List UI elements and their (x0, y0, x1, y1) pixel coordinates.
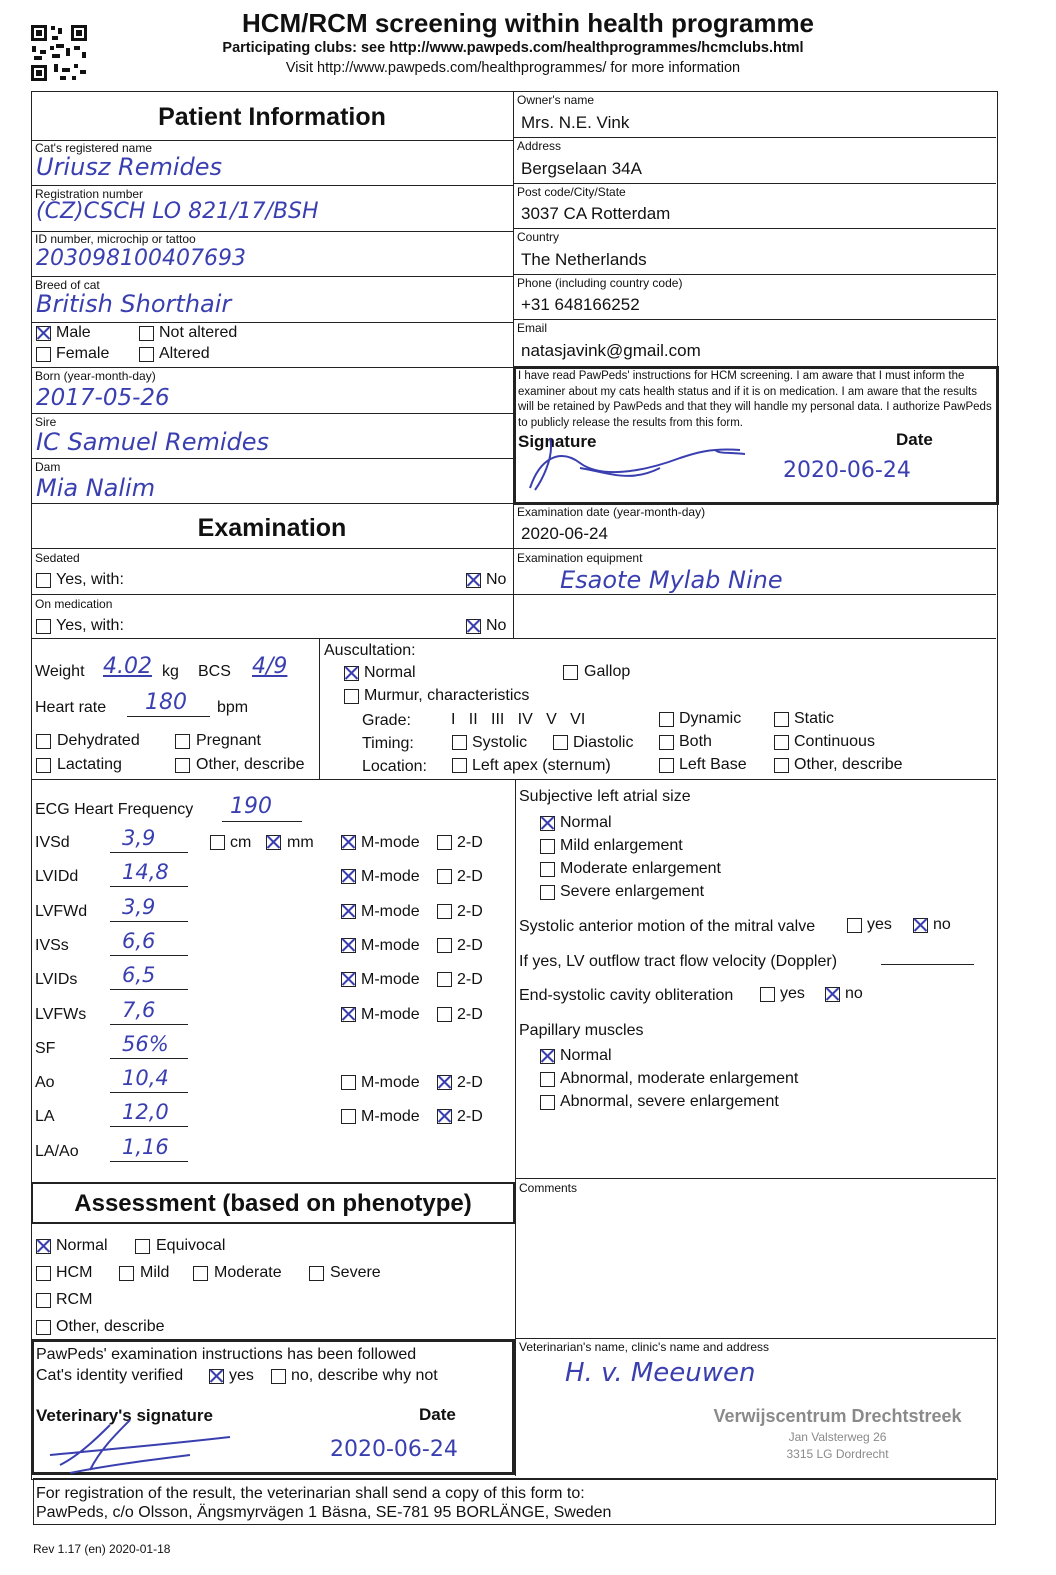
continuous-checkbox[interactable] (774, 735, 789, 750)
twod-label-0: 2-D (457, 834, 483, 851)
cm-checkbox[interactable] (210, 835, 225, 850)
mmode-label-5: M-mode (361, 1006, 420, 1023)
hcm-severe-checkbox[interactable] (309, 1266, 324, 1281)
pregnant-label: Pregnant (196, 732, 261, 749)
mmode-label-0: M-mode (361, 834, 420, 851)
bcs-value: 4/9 (252, 654, 288, 679)
exam-date-value: 2020-06-24 (521, 524, 608, 543)
ecg-row-value-ao: 10,4 (122, 1066, 169, 1090)
country-label: Country (517, 230, 560, 244)
info-line: Visit http://www.pawpeds.com/healthprogrammes/ for more information (285, 60, 741, 76)
eso-no-label: no (845, 985, 863, 1002)
murmur-checkbox[interactable] (344, 689, 359, 704)
ecg-row-value-la: 12,0 (122, 1100, 169, 1124)
sam-yes-label: yes (867, 916, 892, 933)
vet-signature-label: Veterinary's signature (36, 1406, 213, 1425)
ecg-hf-label: ECG Heart Frequency (35, 801, 194, 818)
sam-no-label: no (933, 916, 951, 933)
phone-value: +31 648166252 (521, 295, 640, 314)
pap-normal-label: Normal (560, 1047, 612, 1064)
sire-value: IC Samuel Remides (36, 428, 270, 456)
ecg-row-label-ivsd: IVSd (35, 834, 70, 851)
ecg-row-label-lvfwd: LVFWd (35, 903, 88, 920)
hcm-checkbox[interactable] (36, 1266, 51, 1281)
twod-checkbox-4[interactable] (437, 972, 452, 987)
location-other-checkbox[interactable] (774, 758, 789, 773)
sedated-yes-checkbox[interactable] (36, 573, 51, 588)
mmode-checkbox-7[interactable] (341, 1075, 356, 1090)
medication-yes-label: Yes, with: (56, 617, 124, 634)
mmode-checkbox-3[interactable] (341, 938, 356, 953)
ecg-hf-value: 190 (230, 794, 272, 819)
patient-info-heading: Patient Information (158, 103, 386, 131)
vet-date-label: Date (419, 1405, 456, 1424)
mmode-checkbox-5[interactable] (341, 1007, 356, 1022)
both-label: Both (679, 733, 712, 750)
weight-value: 4.02 (103, 654, 152, 679)
systolic-checkbox[interactable] (452, 735, 467, 750)
not-altered-label: Not altered (159, 324, 238, 341)
sedated-label: Sedated (35, 551, 80, 565)
twod-label-5: 2-D (457, 1006, 483, 1023)
born-label: Born (year-month-day) (35, 369, 156, 383)
vitals-other-checkbox[interactable] (175, 758, 190, 773)
papillary-label: Papillary muscles (519, 1022, 644, 1039)
ecg-row-value-lvfwd: 3,9 (122, 895, 156, 919)
sam-yes-checkbox[interactable] (847, 918, 862, 933)
equipment-label: Examination equipment (517, 551, 643, 565)
lvot-label: If yes, LV outflow tract flow velocity (Doppler) (519, 953, 838, 970)
assess-other-checkbox[interactable] (36, 1320, 51, 1335)
left-apex-checkbox[interactable] (452, 758, 467, 773)
mmode-checkbox-4[interactable] (341, 972, 356, 987)
atrial-moderate-checkbox[interactable] (540, 862, 555, 877)
ecg-row-label-ao: Ao (35, 1074, 55, 1091)
heart-rate-value: 180 (145, 690, 187, 715)
systolic-label: Systolic (472, 734, 528, 751)
eso-yes-checkbox[interactable] (760, 987, 775, 1002)
dam-value: Mia Nalim (36, 474, 156, 502)
dynamic-checkbox[interactable] (659, 712, 674, 727)
born-value: 2017-05-26 (36, 385, 170, 411)
gallop-checkbox[interactable] (563, 665, 578, 680)
pap-normal-checkbox[interactable] (540, 1049, 555, 1064)
left-base-checkbox[interactable] (659, 758, 674, 773)
ecg-row-value-lvidd: 14,8 (122, 860, 169, 884)
male-label: Male (56, 324, 91, 341)
atrial-mild-label: Mild enlargement (560, 837, 683, 854)
bcs-label: BCS (198, 663, 231, 680)
reg-number-label: Registration number (35, 187, 144, 201)
twod-checkbox-0[interactable] (437, 835, 452, 850)
breed-value: British Shorthair (36, 290, 232, 318)
pap-severe-checkbox[interactable] (540, 1095, 555, 1110)
instructions-followed: PawPeds' examination instructions has been followed (36, 1346, 417, 1363)
static-label: Static (794, 710, 835, 727)
not-altered-checkbox[interactable] (139, 326, 154, 341)
twod-label-1: 2-D (457, 868, 483, 885)
twod-label-4: 2-D (457, 971, 483, 988)
medication-label: On medication (35, 597, 113, 611)
owner-name-value: Mrs. N.E. Vink (521, 113, 630, 132)
participating-clubs-line: Participating clubs: see http://www.pawpeds.com/healthprogrammes/hcmclubs.html (222, 40, 804, 56)
hcm-moderate-checkbox[interactable] (193, 1266, 208, 1281)
diastolic-label: Diastolic (573, 734, 634, 751)
mmode-label-8: M-mode (361, 1108, 420, 1125)
male-checkbox[interactable] (36, 326, 51, 341)
email-label: Email (517, 321, 548, 335)
twod-label-7: 2-D (457, 1074, 483, 1091)
identity-yes-checkbox[interactable] (209, 1369, 224, 1384)
hcm-mild-label: Mild (140, 1264, 170, 1281)
atrial-moderate-label: Moderate enlargement (560, 860, 721, 877)
equivocal-checkbox[interactable] (135, 1239, 150, 1254)
hcm-mild-checkbox[interactable] (119, 1266, 134, 1281)
timing-label: Timing: (362, 735, 414, 752)
female-label: Female (56, 345, 110, 362)
bpm-label: bpm (217, 699, 249, 716)
assess-normal-checkbox[interactable] (36, 1239, 51, 1254)
vet-date-value: 2020-06-24 (330, 1437, 458, 1462)
auscultation-label: Auscultation: (324, 642, 416, 659)
twod-checkbox-5[interactable] (437, 1007, 452, 1022)
mmode-checkbox-2[interactable] (341, 904, 356, 919)
owner-date-value: 2020-06-24 (783, 458, 911, 483)
rcm-checkbox[interactable] (36, 1293, 51, 1308)
country-value: The Netherlands (521, 250, 647, 269)
sire-label: Sire (35, 415, 57, 429)
ecg-row-value-lvids: 6,5 (122, 963, 156, 987)
eso-label: End-systolic cavity obliteration (519, 987, 734, 1004)
ecg-row-value-la-ao: 1,16 (122, 1135, 169, 1159)
comments-label: Comments (519, 1181, 578, 1195)
pap-severe-label: Abnormal, severe enlargement (560, 1093, 779, 1110)
identity-no-label: no, describe why not (291, 1367, 438, 1384)
revision-label: Rev 1.17 (en) 2020-01-18 (33, 1542, 171, 1556)
location-other-label: Other, describe (794, 756, 903, 773)
hcm-severe-label: Severe (330, 1264, 381, 1281)
postcode-value: 3037 CA Rotterdam (521, 204, 671, 223)
ecg-row-label-sf: SF (35, 1040, 56, 1057)
ecg-row-label-la: LA (35, 1108, 55, 1125)
owner-signature-drawing (520, 428, 760, 498)
clinic-stamp-name: Verwijscentrum Drechtstreek (713, 1406, 962, 1426)
footer-line1: For registration of the result, the veterinarian shall send a copy of this form to: (36, 1485, 585, 1502)
vet-signature-drawing (40, 1415, 240, 1475)
twod-checkbox-8[interactable] (437, 1109, 452, 1124)
vet-name-value: H. v. Meeuwen (565, 1358, 756, 1388)
eso-no-checkbox[interactable] (825, 987, 840, 1002)
id-value: 203098100407693 (36, 246, 246, 271)
equivocal-label: Equivocal (156, 1237, 226, 1254)
dehydrated-checkbox[interactable] (36, 734, 51, 749)
altered-checkbox[interactable] (139, 347, 154, 362)
postcode-label: Post code/City/State (517, 185, 626, 199)
kg-label: kg (162, 663, 179, 680)
ausc-normal-label: Normal (364, 664, 416, 681)
murmur-label: Murmur, characteristics (364, 687, 530, 704)
twod-label-8: 2-D (457, 1108, 483, 1125)
mmode-checkbox-0[interactable] (341, 835, 356, 850)
heart-rate-label: Heart rate (35, 699, 107, 716)
ecg-row-label-ivss: IVSs (35, 937, 69, 954)
reg-name-value: Uriusz Remides (36, 153, 223, 181)
clinic-stamp-street: Jan Valsterweg 26 (788, 1430, 887, 1444)
pap-moderate-checkbox[interactable] (540, 1072, 555, 1087)
sedated-no-label: No (486, 571, 507, 588)
sam-no-checkbox[interactable] (913, 918, 928, 933)
lactating-label: Lactating (57, 756, 122, 773)
diastolic-checkbox[interactable] (553, 735, 568, 750)
dehydrated-label: Dehydrated (57, 732, 140, 749)
twod-checkbox-7[interactable] (437, 1075, 452, 1090)
phone-label: Phone (including country code) (517, 276, 683, 290)
email-value: natasjavink@gmail.com (521, 341, 701, 360)
identity-yes-label: yes (229, 1367, 254, 1384)
pap-moderate-label: Abnormal, moderate enlargement (560, 1070, 799, 1087)
identity-label: Cat's identity verified (36, 1367, 184, 1384)
pregnant-checkbox[interactable] (175, 734, 190, 749)
id-label: ID number, microchip or tattoo (35, 232, 196, 246)
atrial-normal-checkbox[interactable] (540, 816, 555, 831)
both-checkbox[interactable] (659, 735, 674, 750)
reg-number-value: (CZ)CSCH LO 821/17/BSH (36, 199, 319, 224)
owner-date-label: Date (896, 430, 933, 449)
footer-address: PawPeds, c/o Olsson, Ängsmyrvägen 1 Bäsna, SE-781 95 BORLÄNGE, Sweden (36, 1504, 612, 1521)
atrial-mild-checkbox[interactable] (540, 839, 555, 854)
address-value: Bergselaan 34A (521, 159, 642, 178)
ausc-normal-checkbox[interactable] (344, 666, 359, 681)
weight-label: Weight (35, 663, 85, 680)
address-label: Address (517, 139, 562, 153)
hcm-moderate-label: Moderate (214, 1264, 282, 1281)
medication-no-checkbox[interactable] (466, 619, 481, 634)
dam-label: Dam (35, 460, 61, 474)
cm-label: cm (230, 834, 252, 851)
twod-checkbox-1[interactable] (437, 869, 452, 884)
atrial-severe-label: Severe enlargement (560, 883, 705, 900)
left-base-label: Left Base (679, 756, 747, 773)
owner-signature-label: Signature (518, 432, 597, 451)
mmode-checkbox-8[interactable] (341, 1109, 356, 1124)
female-checkbox[interactable] (36, 347, 51, 362)
vitals-other-label: Other, describe (196, 756, 305, 773)
sedated-yes-label: Yes, with: (56, 571, 124, 588)
ecg-row-label-la-ao: LA/Ao (35, 1143, 79, 1160)
ecg-row-value-sf: 56% (122, 1032, 169, 1056)
eso-yes-label: yes (780, 985, 805, 1002)
dynamic-label: Dynamic (679, 710, 742, 727)
mmode-checkbox-1[interactable] (341, 869, 356, 884)
twod-checkbox-2[interactable] (437, 904, 452, 919)
twod-label-2: 2-D (457, 903, 483, 920)
clinic-stamp-city: 3315 LG Dordrecht (786, 1447, 889, 1461)
atrial-severe-checkbox[interactable] (540, 885, 555, 900)
sedated-no-checkbox[interactable] (466, 573, 481, 588)
mmode-label-2: M-mode (361, 903, 420, 920)
left-apex-label: Left apex (sternum) (472, 757, 611, 774)
sam-label: Systolic anterior motion of the mitral valve (519, 918, 816, 935)
exam-date-label: Examination date (year-month-day) (517, 505, 706, 519)
atrial-size-label: Subjective left atrial size (519, 788, 691, 805)
ecg-row-value-ivss: 6,6 (122, 929, 156, 953)
static-checkbox[interactable] (774, 712, 789, 727)
mmode-label-4: M-mode (361, 971, 420, 988)
mm-checkbox[interactable] (266, 835, 281, 850)
ecg-row-label-lvidd: LVIDd (35, 868, 79, 885)
medication-no-label: No (486, 617, 507, 634)
ecg-row-label-lvfws: LVFWs (35, 1006, 87, 1023)
consent-text: I have read PawPeds' instructions for HCM screening. I am aware that I must inform the examiner about my cats health status and if it is on medication. I am aware that the results will be retained by PawPeds and that they will handle my personal data. I authorize PawPeds to publicly release the results from this form. (518, 370, 992, 429)
owner-name-label: Owner's name (517, 93, 594, 107)
equipment-value: Esaote Mylab Nine (560, 566, 783, 594)
mm-label: mm (287, 834, 314, 851)
medication-yes-checkbox[interactable] (36, 619, 51, 634)
assess-other-label: Other, describe (56, 1318, 165, 1335)
grade-label: Grade: (362, 712, 411, 729)
breed-label: Breed of cat (35, 278, 100, 292)
reg-name-label: Cat's registered name (35, 141, 153, 155)
assess-normal-label: Normal (56, 1237, 108, 1254)
location-label: Location: (362, 758, 427, 775)
mmode-label-1: M-mode (361, 868, 420, 885)
hcm-label: HCM (56, 1264, 93, 1281)
mmode-label-7: M-mode (361, 1074, 420, 1091)
vet-name-label: Veterinarian's name, clinic's name and address (519, 1340, 770, 1354)
identity-no-checkbox[interactable] (271, 1369, 286, 1384)
atrial-normal-label: Normal (560, 814, 612, 831)
twod-checkbox-3[interactable] (437, 938, 452, 953)
assessment-heading: Assessment (based on phenotype) (74, 1190, 472, 1217)
rcm-label: RCM (56, 1291, 93, 1308)
gallop-label: Gallop (584, 663, 631, 680)
grade-options[interactable]: I II III IV V VI (451, 711, 586, 728)
examination-heading: Examination (197, 514, 347, 542)
lactating-checkbox[interactable] (36, 758, 51, 773)
ecg-row-value-ivsd: 3,9 (122, 826, 156, 850)
mmode-label-3: M-mode (361, 937, 420, 954)
form-title: HCM/RCM screening within health programme (241, 8, 815, 38)
altered-label: Altered (159, 345, 210, 362)
twod-label-3: 2-D (457, 937, 483, 954)
continuous-label: Continuous (794, 733, 875, 750)
ecg-row-label-lvids: LVIDs (35, 971, 78, 988)
ecg-row-value-lvfws: 7,6 (122, 998, 156, 1022)
